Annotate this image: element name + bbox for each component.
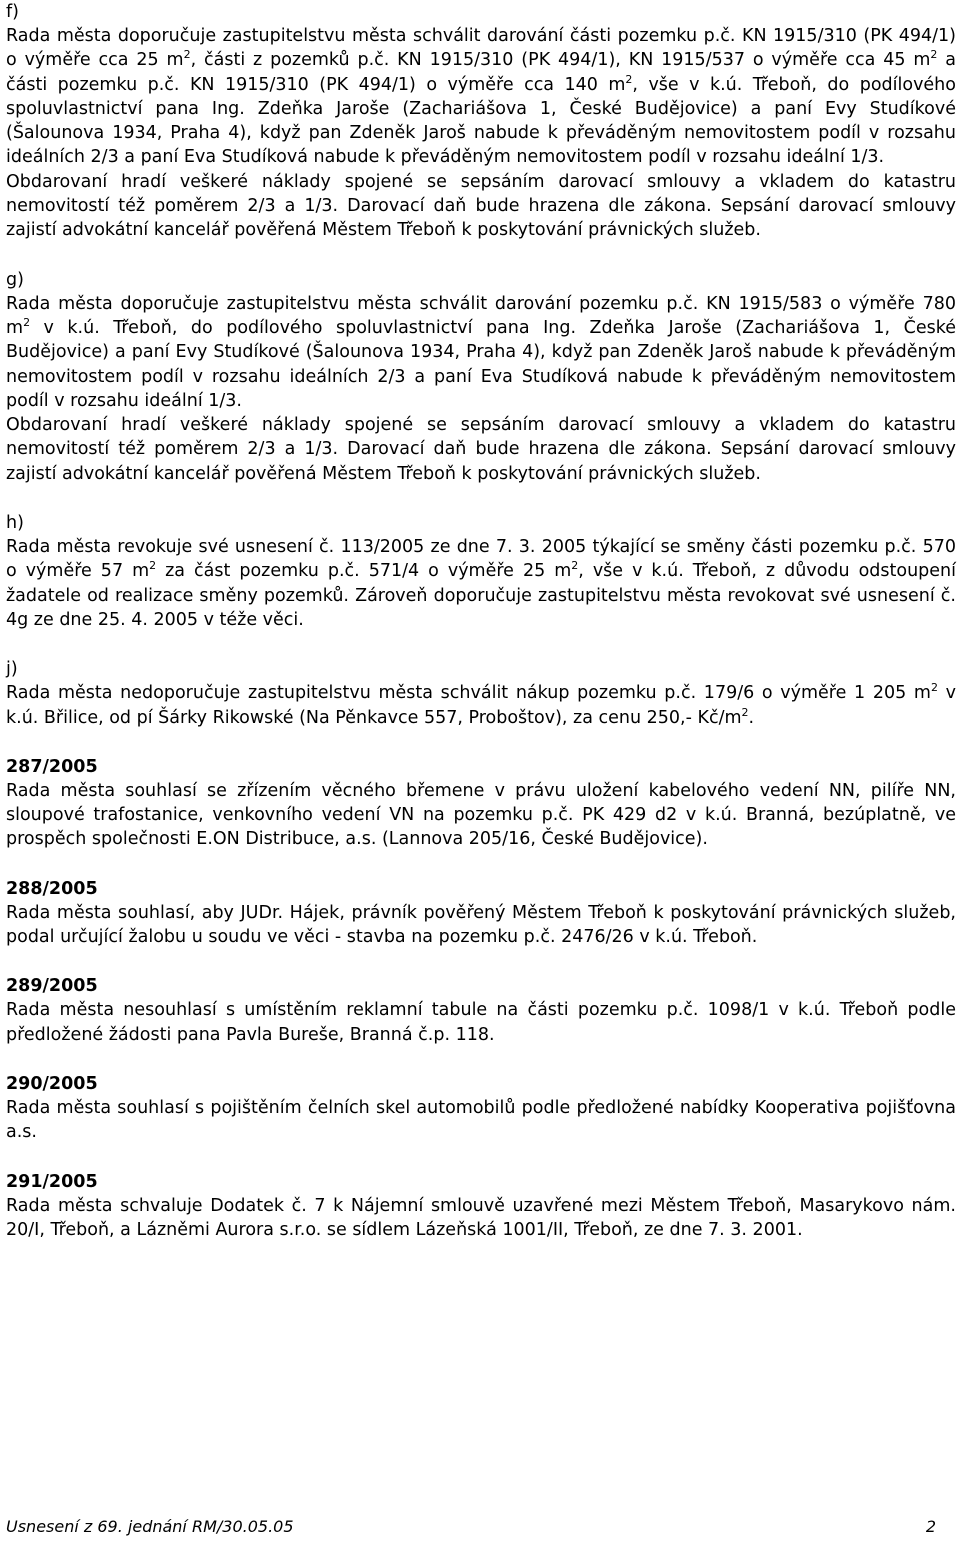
- item-j: [6, 657, 956, 730]
- resolution-288: [6, 877, 956, 950]
- resolution-text: Rada města souhlasí se zřízením věcného břemene v právu uložení kabelového vedení NN, pilíře NN, sloupové trafostanice, venkovního vedení VN na pozemku p.č. PK 429 d2 v k.ú. Branná, bezúplatně, ve prospěch společnosti E.ON Distribuce, a.s. (Lannova 205/16, České Budějovice).: [6, 780, 956, 850]
- item-label: g): [6, 269, 24, 290]
- resolution-number: 287/2005: [6, 756, 98, 777]
- resolution-287: [6, 755, 956, 852]
- item-label: j): [6, 659, 18, 680]
- item-g: [6, 268, 956, 486]
- resolution-number: 291/2005: [6, 1171, 98, 1192]
- superscript: 2: [930, 681, 938, 695]
- page-number: 2: [925, 1517, 936, 1536]
- resolution-291: [6, 1170, 956, 1243]
- item-label: h): [6, 513, 24, 534]
- item-paragraph: Obdarovaní hradí veškeré náklady spojené se sepsáním darovací smlouvy a vkladem do katastru nemovitostí též poměrem 2/3 a 1/3. Darovací daň bude hrazena dle zákona. Sepsání darovací smlouvy zajistí advokátní kancelář pověřená Městem Třeboň k poskytování právnických služeb.: [6, 415, 956, 484]
- footer-meeting-reference: Usnesení z 69. jednání RM/30.05.05: [6, 1517, 294, 1536]
- item-paragraph: Rada města nedoporučuje zastupitelstvu města schválit nákup pozemku p.č. 179/6 o výměře 1 205 $m^2$ v k.ú. Břilice, od pí Šárky Rikowské (Na Pěnkavce 557, Proboštov), za cenu 250,- $Kč/m^2$.: [6, 681, 956, 728]
- resolution-text: Rada města souhlasí s pojištěním čelních skel automobilů podle předložené nabídky Kooperativa pojišťovna a.s.: [6, 1097, 956, 1143]
- item-h: [6, 511, 956, 632]
- item-f: [6, 0, 956, 243]
- resolution-text: Rada města schvaluje Dodatek č. 7 k Nájemní smlouvě uzavřené mezi Městem Třeboň, Masarykovo nám. 20/I, Třeboň, a Lázněmi Aurora s.r.o. se sídlem Lázeňská 1001/II, Třeboň, ze dne 7. 3. 2001.: [6, 1195, 956, 1240]
- superscript: 2: [741, 705, 749, 719]
- resolution-text: Rada města souhlasí, aby JUDr. Hájek, právník pověřený Městem Třeboň k poskytování právnických služeb, podal určující žalobu u soudu ve věci - stavba na pozemku p.č. 2476/26 v k.ú. Třeboň.: [6, 902, 956, 948]
- item-paragraph: Rada města doporučuje zastupitelstvu města schválit darování pozemku p.č. KN 1915/583 o výměře 780 $m^2$ v k.ú. Třeboň, do podílového spoluvlastnictví pana Ing. Zdeňka Jaroše (Zachariášova 1, České Budějovice) a paní Evy Studíkové (Šalounova 1934, Praha 4), když pan Zdeněk Jaroš nabude k převáděným nemovitostem podíl v rozsahu ideálních 2/3 a paní Eva Studíková nabude k převáděným nemovitostem podíl v rozsahu ideální 1/3.: [6, 293, 956, 411]
- resolution-text: Rada města nesouhlasí s umístěním reklamní tabule na části pozemku p.č. 1098/1 v k.ú. Třeboň podle předložené žádosti pana Pavla Bureše, Branná č.p. 118.: [6, 1000, 956, 1045]
- resolution-number: 288/2005: [6, 878, 98, 899]
- superscript: 2: [183, 48, 191, 62]
- item-paragraph: Rada města revokuje své usnesení č. 113/2005 ze dne 7. 3. 2005 týkající se směny části pozemku p.č. 570 o výměře 57 $m^2$ za část pozemku p.č. 571/4 o výměře 25 $m^2$, vše v k.ú. Třeboň, z důvodu odstoupení žadatele od realizace směny pozemků. Zároveň doporučuje zastupitelstvu města revokovat své usnesení č. 4g ze dne 25. 4. 2005 v téže věci.: [6, 537, 956, 630]
- resolution-number: 290/2005: [6, 1073, 98, 1094]
- superscript: 2: [930, 48, 938, 62]
- document-body: [6, 0, 956, 1242]
- superscript: 2: [149, 559, 157, 573]
- resolution-289: [6, 974, 956, 1047]
- page-footer: [6, 1518, 936, 1536]
- superscript: 2: [571, 559, 579, 573]
- item-label: f): [6, 2, 19, 22]
- superscript: 2: [23, 316, 31, 330]
- resolution-290: [6, 1072, 956, 1145]
- item-paragraph: Obdarovaní hradí veškeré náklady spojené se sepsáním darovací smlouvy a vkladem do katastru nemovitostí též poměrem 2/3 a 1/3. Darovací daň bude hrazena dle zákona. Sepsání darovací smlouvy zajistí advokátní kancelář pověřená Městem Třeboň k poskytování právnických služeb.: [6, 171, 956, 241]
- resolution-number: 289/2005: [6, 976, 98, 997]
- superscript: 2: [625, 72, 633, 86]
- item-paragraph: Rada města doporučuje zastupitelstvu města schválit darování části pozemku p.č. KN 1915/310 (PK 494/1) o výměře cca 25 $m^2$, části z pozemků p.č. KN 1915/310 (PK 494/1), KN 1915/537 o výměře cca 45 $m^2$ a části pozemku p.č. KN 1915/310 (PK 494/1) o výměře cca 140 $m^2$, vše v k.ú. Třeboň, do podílového spoluvlastnictví pana Ing. Zdeňka Jaroše (Zachariášova 1, České Budějovice) a paní Evy Studíkové (Šalounova 1934, Praha 4), když pan Zdeněk Jaroš nabude k převáděným nemovitostem podíl v rozsahu ideálních 2/3 a paní Eva Studíková nabude k převáděným nemovitostem podíl v rozsahu ideální 1/3.: [6, 26, 956, 168]
